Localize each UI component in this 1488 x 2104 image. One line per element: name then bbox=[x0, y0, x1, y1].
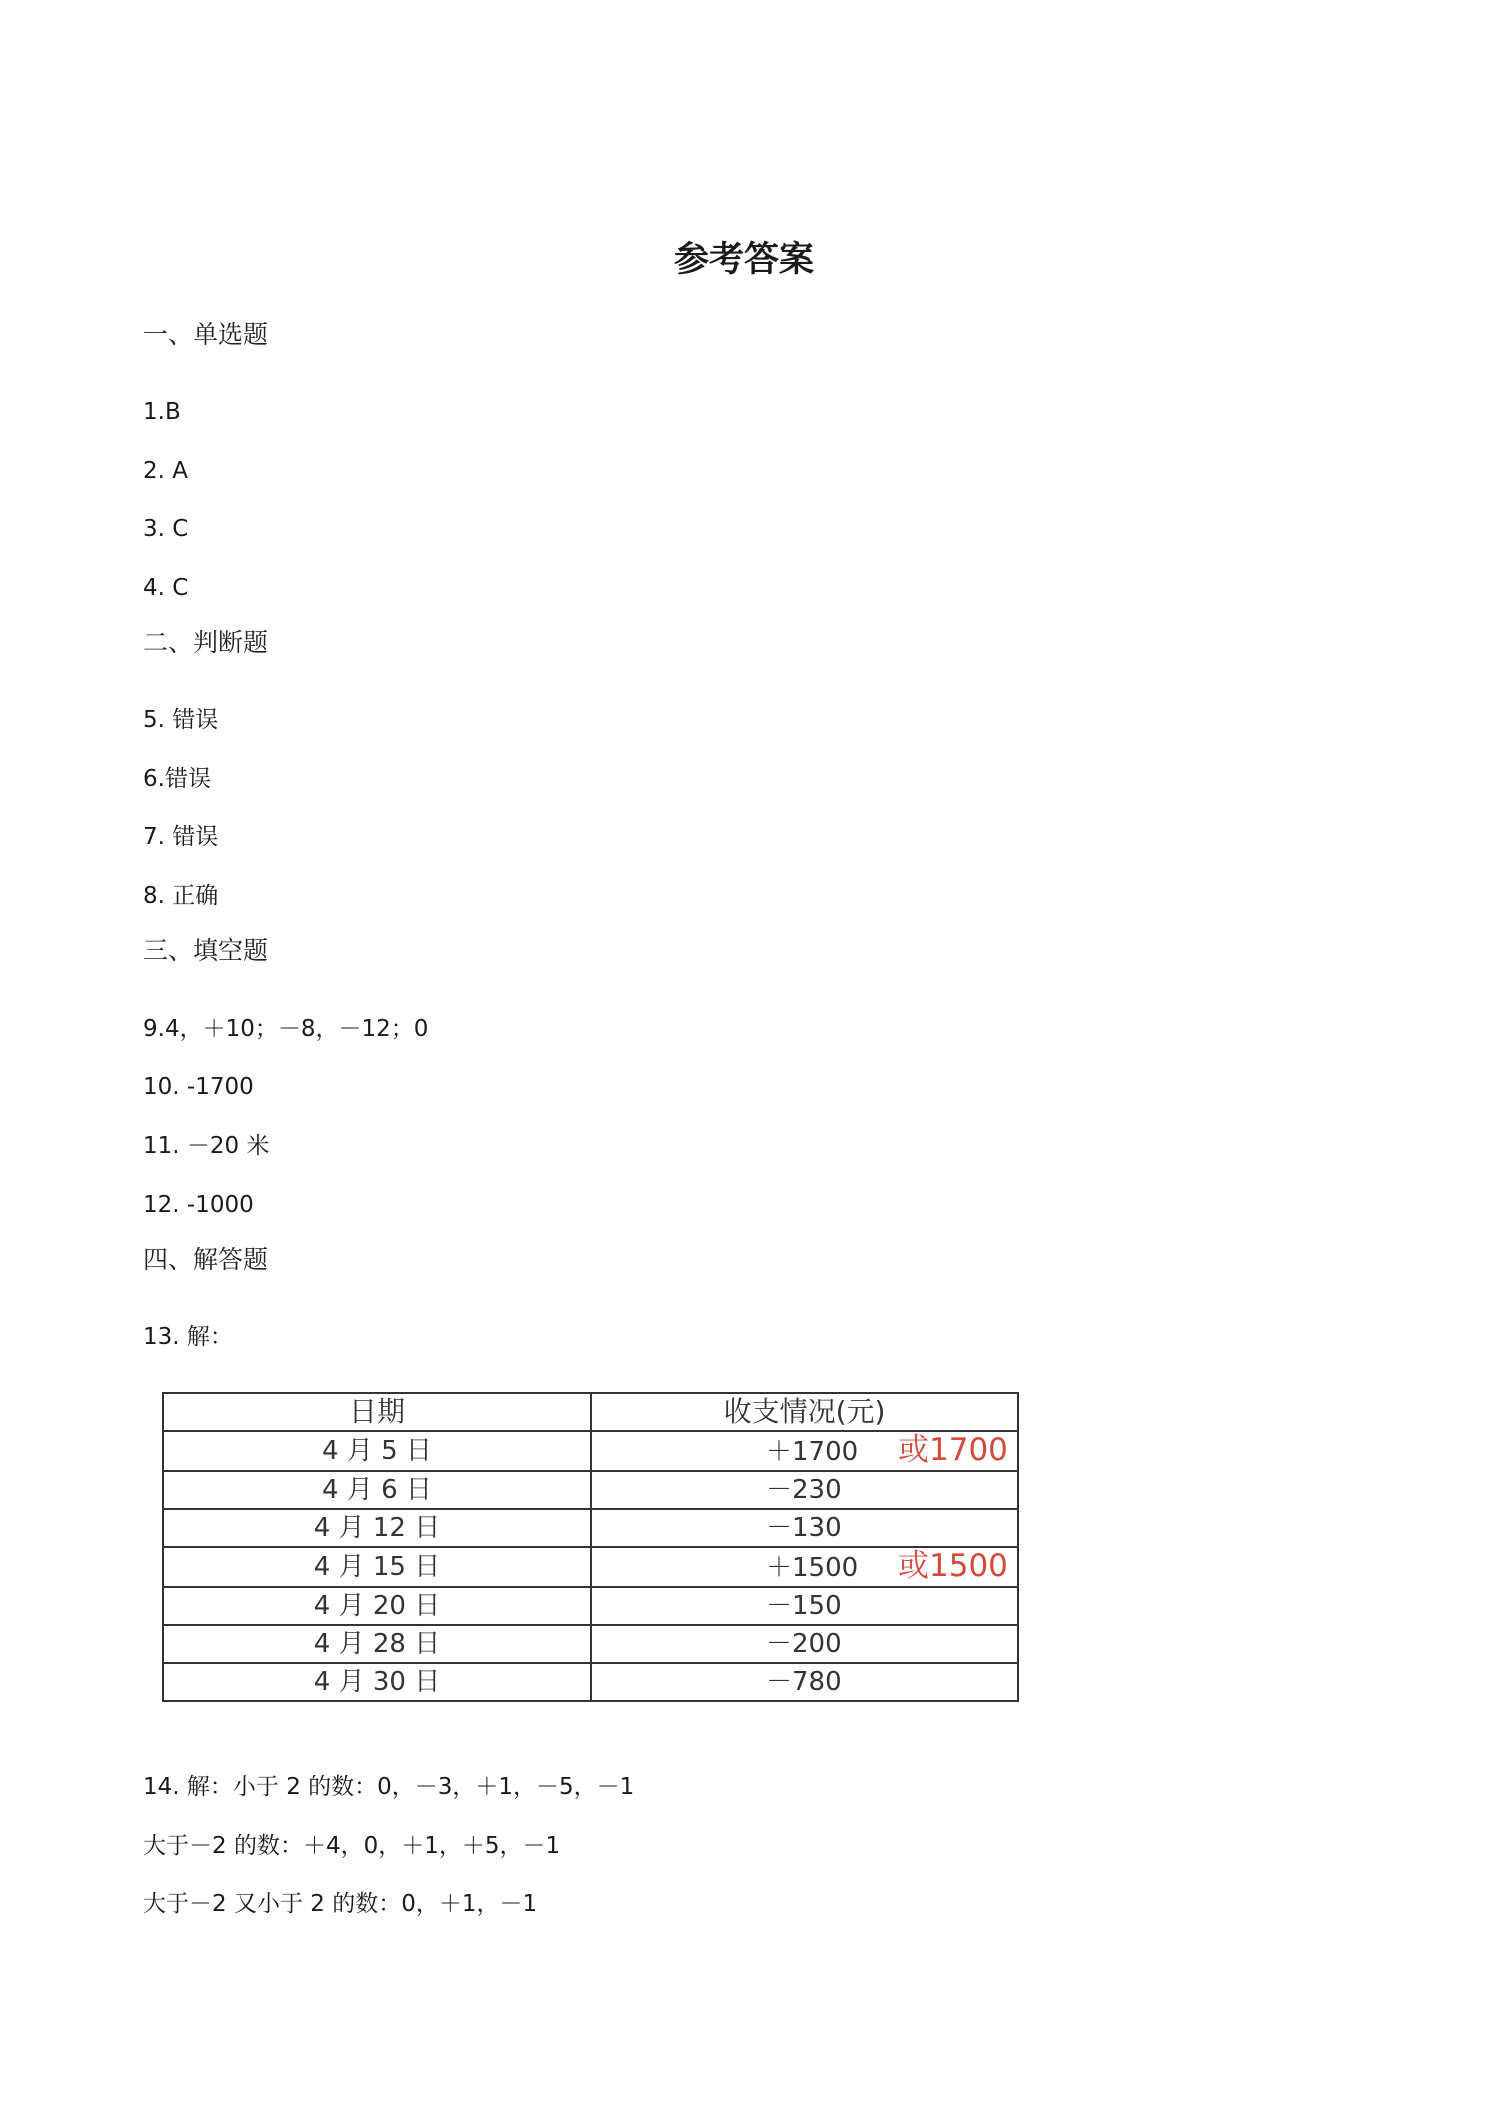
answer-14-line-2: 大于－2 的数：＋4，0，＋1，＋5，－1 bbox=[143, 1833, 561, 1859]
answer-9: 9.4，＋10；－8，－12；0 bbox=[143, 1016, 429, 1042]
section-heading-fill-blank: 三、填空题 bbox=[143, 936, 269, 965]
row-amount: －130 bbox=[766, 1513, 842, 1543]
table-header-row bbox=[163, 1393, 1018, 1431]
row-date: 4 月 12 日 bbox=[163, 1509, 591, 1547]
row-amount: ＋1500 bbox=[766, 1553, 859, 1583]
row-amount-cell bbox=[591, 1663, 1018, 1701]
column-header-date: 日期 bbox=[163, 1393, 591, 1431]
page-title: 参考答案 bbox=[673, 239, 814, 280]
answer-3: 3. C bbox=[143, 516, 189, 542]
row-amount-cell bbox=[591, 1587, 1018, 1625]
answer-2: 2. A bbox=[143, 458, 188, 484]
row-date: 4 月 15 日 bbox=[163, 1547, 591, 1587]
answer-1: 1.B bbox=[143, 399, 181, 425]
table-row bbox=[163, 1663, 1018, 1701]
table-row bbox=[163, 1587, 1018, 1625]
row-amount: －230 bbox=[766, 1475, 842, 1505]
answer-10: 10. -1700 bbox=[143, 1074, 254, 1100]
section-heading-problem-solving: 四、解答题 bbox=[143, 1245, 269, 1274]
row-amount-cell bbox=[591, 1625, 1018, 1663]
answer-8: 8. 正确 bbox=[143, 883, 219, 909]
section-heading-true-false: 二、判断题 bbox=[143, 628, 269, 657]
row-date: 4 月 6 日 bbox=[163, 1471, 591, 1509]
answer-13: 13. 解： bbox=[143, 1324, 233, 1350]
row-amount: －780 bbox=[766, 1667, 842, 1697]
answer-6: 6.错误 bbox=[143, 766, 211, 792]
answer-14-line-1: 14. 解：小于 2 的数：0，－3，＋1，－5，－1 bbox=[143, 1774, 635, 1800]
table-row bbox=[163, 1471, 1018, 1509]
table-row bbox=[163, 1547, 1018, 1587]
row-date: 4 月 30 日 bbox=[163, 1663, 591, 1701]
answer-5: 5. 错误 bbox=[143, 707, 219, 733]
table-row bbox=[163, 1625, 1018, 1663]
column-header-amount: 收支情况(元) bbox=[591, 1393, 1018, 1431]
answer-12: 12. -1000 bbox=[143, 1192, 254, 1218]
table-row bbox=[163, 1431, 1018, 1471]
row-amount: －200 bbox=[766, 1629, 842, 1659]
row-amount-cell bbox=[591, 1471, 1018, 1509]
income-expense-table bbox=[162, 1392, 1019, 1702]
section-heading-single-choice: 一、单选题 bbox=[143, 320, 269, 349]
row-date: 4 月 28 日 bbox=[163, 1625, 591, 1663]
row-date: 4 月 20 日 bbox=[163, 1587, 591, 1625]
row-amount: －150 bbox=[766, 1591, 842, 1621]
answer-4: 4. C bbox=[143, 575, 189, 601]
answer-11: 11. －20 米 bbox=[143, 1133, 270, 1159]
row-amount-cell bbox=[591, 1547, 1018, 1587]
answer-7: 7. 错误 bbox=[143, 824, 219, 850]
row-date: 4 月 5 日 bbox=[163, 1431, 591, 1471]
row-amount: ＋1700 bbox=[766, 1437, 859, 1467]
row-amount-cell bbox=[591, 1431, 1018, 1471]
row-amount-alt: 或1500 bbox=[898, 1548, 1008, 1584]
table-row bbox=[163, 1509, 1018, 1547]
answer-14-line-3: 大于－2 又小于 2 的数：0，＋1，－1 bbox=[143, 1891, 538, 1917]
row-amount-cell bbox=[591, 1509, 1018, 1547]
row-amount-alt: 或1700 bbox=[898, 1432, 1008, 1468]
